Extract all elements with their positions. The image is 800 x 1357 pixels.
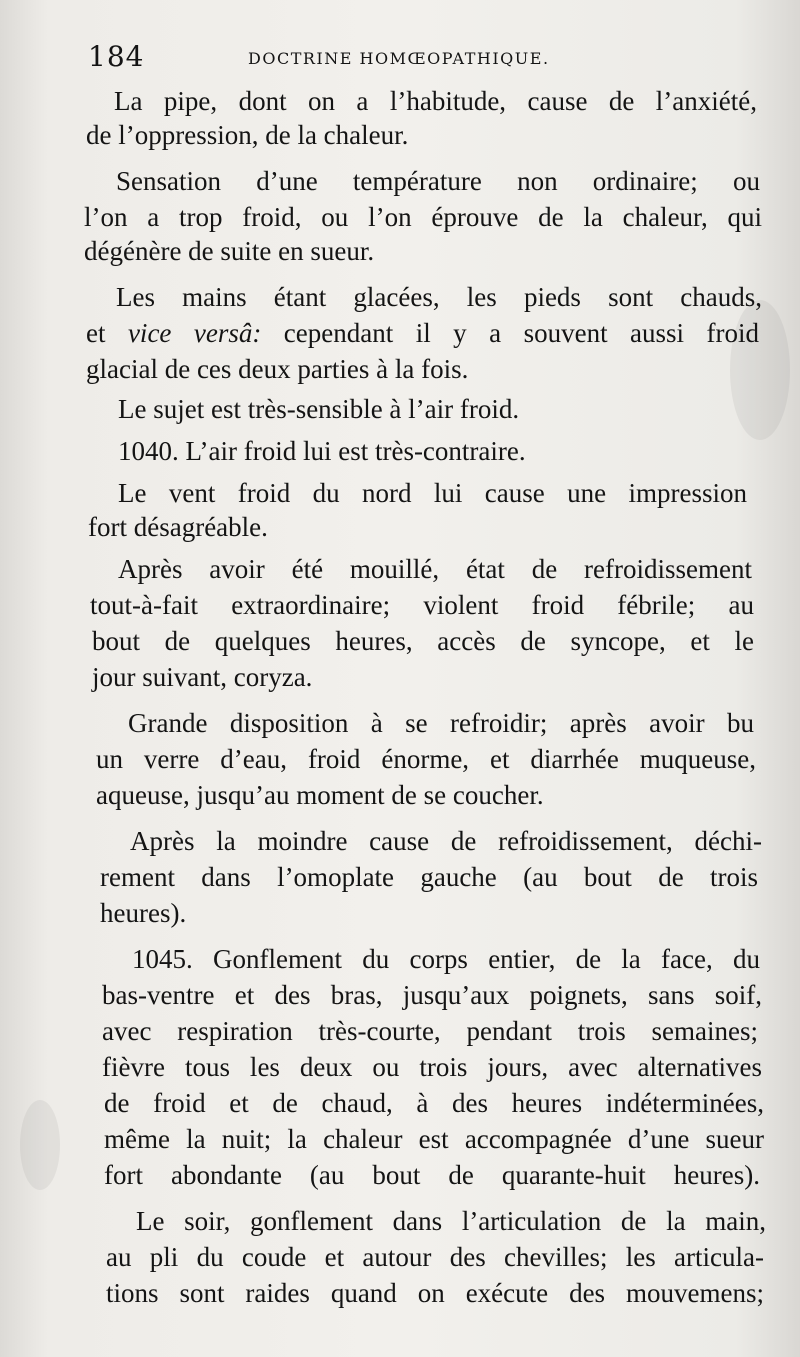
text-line: fort abondante (au bout de quarante-huit heures). <box>104 1160 760 1190</box>
text-line: heures). <box>100 898 187 928</box>
page-number: 184 <box>88 40 145 73</box>
text-line: 1045. Gonflement du corps entier, de la face, du <box>132 944 760 974</box>
text-line: rement dans l’omoplate gauche (au bout de trois <box>100 862 758 892</box>
text-line <box>86 318 759 349</box>
text-line: fort désagréable. <box>88 512 268 542</box>
text-line: La pipe, dont on a l’habitude, cause de l’anxiété, <box>114 86 757 116</box>
text-line: au pli du coude et autour des chevilles; les articula- <box>106 1242 764 1272</box>
text-line: bout de quelques heures, accès de syncope, et le <box>92 626 754 656</box>
text-line: Grande disposition à se refroidir; après avoir bu <box>128 708 754 738</box>
text-line: tout-à-fait extraordinaire; violent froid fébrile; au <box>90 590 754 620</box>
text-line: jour suivant, coryza. <box>92 662 313 692</box>
text-line: Le soir, gonflement dans l’articulation de la main, <box>136 1206 766 1236</box>
italic-phrase: vice versâ: <box>127 318 262 348</box>
text-line: même la nuit; la chaleur est accompagnée d’une sueur <box>104 1124 764 1154</box>
text-line: Les mains étant glacées, les pieds sont chauds, <box>116 282 762 312</box>
text-segment: cependant il y a souvent aussi froid <box>261 318 759 348</box>
text-line: Sensation d’une température non ordinaire; ou <box>116 166 760 196</box>
text-line: un verre d’eau, froid énorme, et diarrhée muqueuse, <box>96 744 756 774</box>
text-line: tions sont raides quand on exécute des mouvemens; <box>106 1278 764 1308</box>
text-line: bas-ventre et des bras, jusqu’aux poignets, sans soif, <box>102 980 762 1010</box>
text-line: avec respiration très-courte, pendant trois semaines; <box>102 1016 758 1046</box>
text-line: l’on a trop froid, ou l’on éprouve de la chaleur, qui <box>84 202 762 232</box>
page-header <box>88 40 728 80</box>
text-line: Le sujet est très-sensible à l’air froid. <box>118 394 520 424</box>
text-line: Après la moindre cause de refroidissement, déchi- <box>130 826 762 856</box>
text-line: Le vent froid du nord lui cause une impression <box>118 478 747 508</box>
text-line: dégénère de suite en sueur. <box>84 236 375 266</box>
text-line: de froid et de chaud, à des heures indéterminées, <box>104 1088 764 1118</box>
text-line: aqueuse, jusqu’au moment de se coucher. <box>96 780 544 810</box>
text-line: Après avoir été mouillé, état de refroidissement <box>118 554 752 584</box>
text-line: 1040. L’air froid lui est très-contraire. <box>118 436 526 466</box>
text-line: de l’oppression, de la chaleur. <box>86 120 409 150</box>
text-line: glacial de ces deux parties à la fois. <box>86 354 469 384</box>
page-stain <box>20 1100 60 1190</box>
text-line: fièvre tous les deux ou trois jours, avec alternatives <box>102 1052 762 1082</box>
text-segment: et <box>86 318 128 348</box>
running-head: DOCTRINE HOMŒOPATHIQUE. <box>248 49 550 68</box>
